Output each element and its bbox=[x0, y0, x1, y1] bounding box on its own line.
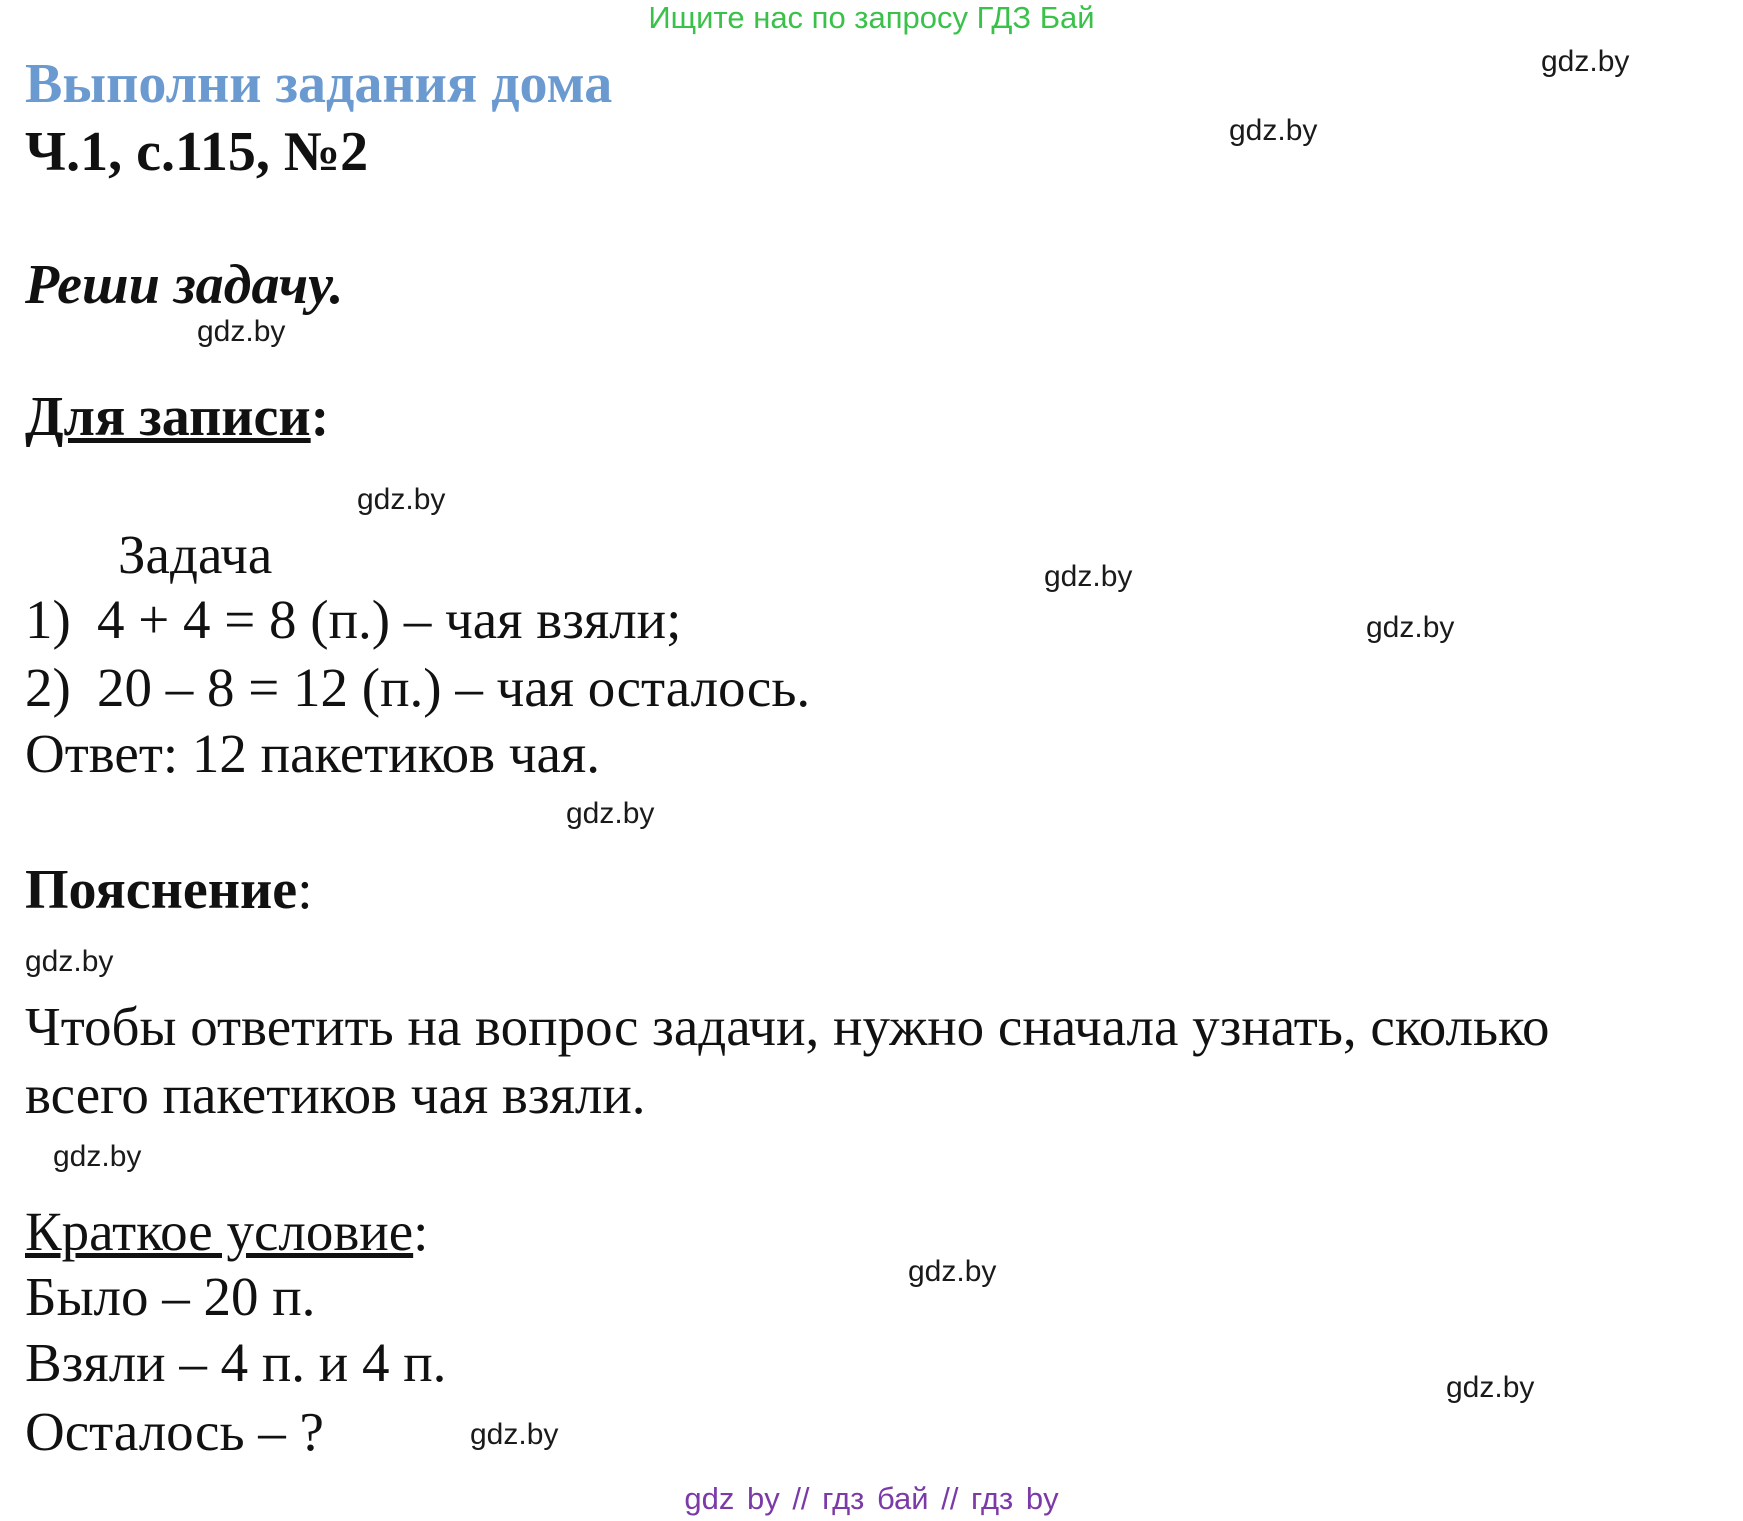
task-reference: Ч.1, с.115, №2 bbox=[25, 121, 369, 183]
watermark: gdz.by bbox=[1541, 45, 1630, 78]
condition-line-2: Взяли – 4 п. и 4 п. bbox=[25, 1332, 447, 1393]
watermark: gdz.by bbox=[1366, 611, 1455, 644]
explanation-heading-label: Пояснение bbox=[25, 859, 298, 921]
explanation-heading bbox=[25, 858, 313, 922]
watermark: gdz.by bbox=[53, 1140, 142, 1173]
step-2-number: 2) bbox=[25, 657, 71, 718]
watermark: gdz.by bbox=[25, 945, 114, 978]
record-heading-colon: : bbox=[310, 386, 330, 448]
condition-line-3: Осталось – ? bbox=[25, 1401, 324, 1462]
step-1-text: 4 + 4 = 8 (п.) – чая взяли; bbox=[97, 589, 682, 650]
watermark: gdz.by bbox=[197, 315, 286, 348]
task-instruction: Реши задачу. bbox=[25, 254, 344, 316]
answer-line: Ответ: 12 пакетиков чая. bbox=[25, 723, 600, 784]
short-condition-heading-colon: : bbox=[413, 1201, 429, 1262]
watermark: gdz.by bbox=[908, 1255, 997, 1288]
watermark: gdz.by bbox=[566, 797, 655, 830]
task-label: Задача bbox=[118, 524, 273, 585]
watermark: gdz.by bbox=[1044, 560, 1133, 593]
step-1-number: 1) bbox=[25, 589, 71, 650]
solution-step-1 bbox=[25, 588, 681, 651]
solution-step-2 bbox=[25, 656, 810, 719]
top-banner: Ищите нас по запросу ГДЗ Бай bbox=[648, 0, 1095, 35]
record-heading-label: Для записи bbox=[25, 386, 311, 448]
step-2-text: 20 – 8 = 12 (п.) – чая осталось. bbox=[97, 657, 811, 718]
condition-line-1: Было – 20 п. bbox=[25, 1266, 316, 1327]
watermark: gdz.by bbox=[1446, 1371, 1535, 1404]
explanation-heading-colon: : bbox=[297, 859, 313, 921]
footer-links: gdz by // гдз бай // гдз by bbox=[684, 1481, 1059, 1516]
short-condition-heading bbox=[25, 1200, 428, 1263]
explanation-line-1: Чтобы ответить на вопрос задачи, нужно сначала узнать, сколько bbox=[25, 996, 1550, 1057]
explanation-line-2: всего пакетиков чая взяли. bbox=[25, 1064, 646, 1125]
short-condition-heading-label: Краткое условие bbox=[25, 1201, 414, 1262]
watermark: gdz.by bbox=[1229, 114, 1318, 147]
watermark: gdz.by bbox=[470, 1418, 559, 1451]
record-heading bbox=[25, 385, 329, 449]
watermark: gdz.by bbox=[357, 483, 446, 516]
page-title: Выполни задания дома bbox=[25, 53, 613, 115]
